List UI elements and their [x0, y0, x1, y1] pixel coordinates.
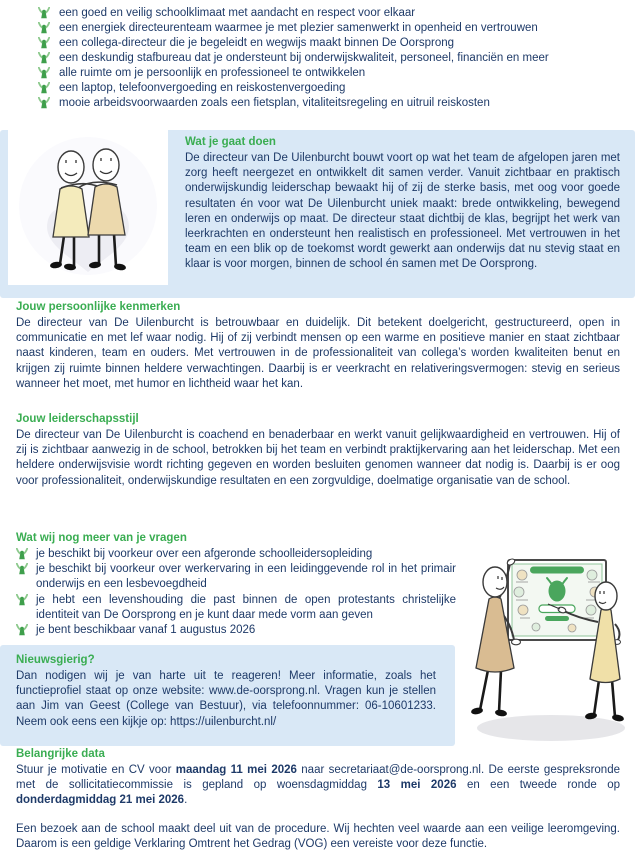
section-heading-vragen: Wat wij nog meer van je vragen — [16, 532, 187, 544]
requirement-list-item — [16, 623, 456, 638]
owl-cheer-icon — [16, 563, 28, 575]
owl-cheer-icon — [38, 52, 50, 64]
requirement-list-item — [16, 562, 456, 592]
benefit-list-item — [38, 66, 620, 81]
benefit-text: een collega-directeur die je begeleidt en wegwijs maakt binnen De Oorsprong — [59, 37, 455, 49]
requirement-text: je beschikt bij voorkeur over een afgeronde schoolleidersopleiding — [36, 548, 373, 560]
requirements-list — [16, 547, 456, 638]
requirement-list-item — [16, 593, 456, 623]
benefit-text: een goed en veilig schoolklimaat met aandacht en respect voor elkaar — [59, 7, 416, 19]
whiteboard-presentation-illustration — [468, 552, 634, 754]
benefit-list-item — [38, 36, 620, 51]
section-body-wat-je-gaat-doen: De directeur van De Uilenburcht bouwt voort op wat het team de afgelopen jaren met zorg heeft neergezet en ontwikkelt dit samen verder. Vanuit zichtbaar en praktisch onderwijskundig leiderschap bewaakt hij of zij de sterke basis, met oog voor goede resultaten én voor wat De Uilenburcht uniek maakt: brede ontwikkeling, bewegend leren en onderwijs op maat. De directeur staat dichtbij de klas, begrijpt het werk van leerkrachten en ondersteunt hen realistisch en professioneel. Met vertrouwen in het team en een blik op de toekomst wordt gewerkt aan onderwijs dat nu stevig staat en klaar is voor morgen, binnen de school én samen met De Oorsprong. — [185, 152, 620, 271]
section-body-leiderschap: De directeur van De Uilenburcht is coachend en benaderbaar en werkt vanuit gelijkwaardigheid en vertrouwen. Hij of zij is zichtbaar aanwezig in de school, betrokken bij het team en verbindt praktijkervaring aan het leiderschap. Met een heldere onderwijsvisie wordt richting gegeven en worden besluiten genomen wanneer dat nodig is. Daarbij is er oog voor professionaliteit, onderwijskundige resultaten en een zorgvuldige, doelmatige organisatie van de school. — [16, 429, 620, 487]
owl-cheer-icon — [38, 22, 50, 34]
owl-cheer-icon — [38, 82, 50, 94]
section-body-nieuwsgierig: Dan nodigen wij je van harte uit te reageren! Meer informatie, zoals het functieprofiel staat op onze website: www.de-oorsprong.nl. Vragen kun je stellen aan Jim van Geest (College van Bestuur), via telefoonnummer: 06-10601233. Neem ook eens een kijkje op: https://uilenburcht.nl/ — [16, 670, 436, 728]
requirement-list-item — [16, 547, 456, 562]
benefit-text: een deskundig stafbureau dat je ondersteunt bij onderwijskwaliteit, personeel, financiën en meer — [59, 52, 549, 64]
procedure-paragraph: Een bezoek aan de school maakt deel uit van de procedure. Wij hechten veel waarde aan een veilige leeromgeving. Daarom is een geldige Verklaring Omtrent het Gedrag (VOG) een vereiste voor deze functie. — [16, 822, 620, 850]
requirement-text: je beschikt bij voorkeur over werkervaring in een leidinggevende rol in het primair onderwijs en een lesbevoegdheid — [36, 563, 456, 591]
benefit-list-item — [38, 51, 620, 66]
wat-je-gaat-doen-panel — [0, 130, 635, 298]
application-dates-paragraph: Stuur je motivatie en CV voor maandag 11 mei 2026 naar secretariaat@de-oorsprong.nl. De eerste gespreksronde met de sollicitatiecommissie is gepland op woensdagmiddag 13 mei 2026 en een tweede ronde op donderdagmiddag 21 mei 2026. — [16, 764, 620, 807]
section-heading-wat-je-gaat-doen: Wat je gaat doen — [185, 136, 276, 148]
benefit-list-item — [38, 6, 620, 21]
nieuwsgierig-panel — [0, 645, 455, 746]
benefit-text: mooie arbeidsvoorwaarden zoals een fietsplan, vitaliteitsregeling en uitruil reiskosten — [59, 97, 490, 109]
owl-cheer-icon — [38, 37, 50, 49]
benefit-text: een energiek directeurenteam waarmee je met plezier samenwerkt in openheid en vertrouwen — [59, 22, 538, 34]
section-persoonlijke-kenmerken — [16, 300, 620, 392]
section-heading-leiderschap: Jouw leiderschapsstijl — [16, 413, 139, 425]
benefits-list — [38, 6, 620, 111]
owl-cheer-icon — [38, 67, 50, 79]
section-heading-nieuwsgierig: Nieuwsgierig? — [16, 654, 95, 666]
owl-cheer-icon — [38, 97, 50, 109]
two-friends-heart-illustration — [8, 130, 168, 285]
section-heading-kenmerken: Jouw persoonlijke kenmerken — [16, 301, 181, 313]
requirement-text: je bent beschikbaar vanaf 1 augustus 2026 — [36, 624, 256, 637]
benefit-text: alle ruimte om je persoonlijk en professioneel te ontwikkelen — [59, 67, 366, 79]
section-heading-belangrijke-data: Belangrijke data — [16, 748, 105, 760]
benefit-list-item — [38, 81, 620, 96]
benefit-list-item — [38, 21, 620, 36]
section-leiderschapsstijl — [16, 412, 620, 489]
requirement-text: je hebt een levenshouding die past binnen de open protestants christelijke identiteit van De Oorsprong en je kunt daar mede vorm aan geven — [36, 593, 456, 621]
owl-cheer-icon — [16, 594, 28, 606]
owl-cheer-icon — [16, 548, 28, 560]
owl-cheer-icon — [38, 7, 50, 19]
section-meer-vragen — [16, 531, 456, 638]
section-belangrijke-data — [16, 747, 620, 852]
benefit-list-item — [38, 96, 620, 111]
benefit-text: een laptop, telefoonvergoeding en reiskostenvergoeding — [59, 82, 346, 94]
section-body-kenmerken: De directeur van De Uilenburcht is betrouwbaar en duidelijk. Dit betekent doelgericht, gestructureerd, open in communicatie en met lef waar nodig. Hij of zij verbindt mensen op een warme en positieve manier en staat zichtbaar naast kinderen, team en ouders. Met vertrouwen in de professionaliteit van collega’s worden kwaliteiten benut en krijgen zij ruimte binnen heldere verwachtingen. Daarbij is er veerkracht en relativeringsvermogen: stevig en serieus wanneer het moet, met humor en lichtheid waar het kan. — [16, 317, 620, 390]
owl-cheer-icon — [16, 624, 28, 636]
